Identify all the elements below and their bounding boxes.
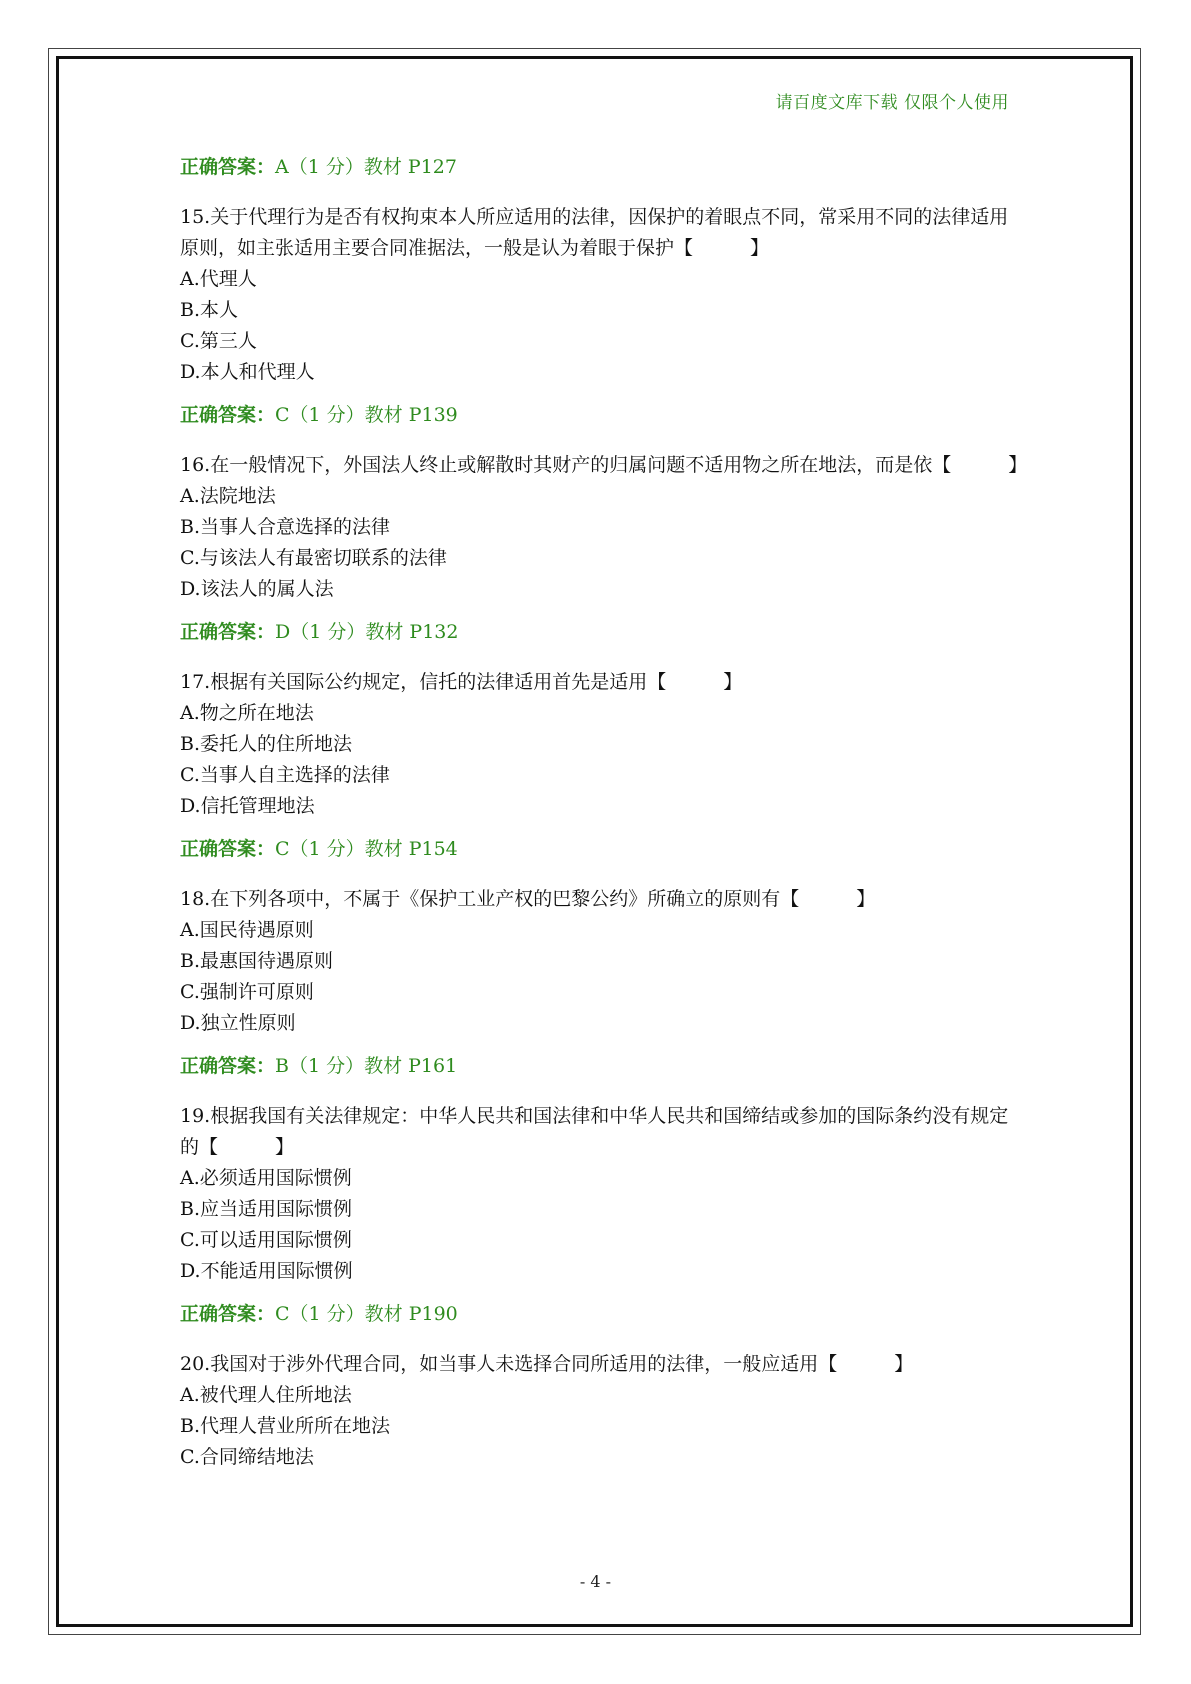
option: A.被代理人住所地法 — [180, 1384, 352, 1406]
answer-label: 正确答案： — [180, 1055, 276, 1077]
question — [180, 884, 1020, 1039]
question — [180, 1101, 1020, 1287]
answer-line — [180, 619, 1020, 645]
answer-line — [180, 1053, 1020, 1079]
option: C.当事人自主选择的法律 — [180, 764, 390, 786]
option: D.不能适用国际惯例 — [180, 1260, 353, 1282]
answer-line — [180, 1301, 1020, 1327]
option: B.本人 — [180, 299, 239, 321]
option: B.最惠国待遇原则 — [180, 950, 334, 972]
option: C.与该法人有最密切联系的法律 — [180, 547, 447, 569]
option: A.法院地法 — [180, 485, 276, 507]
answer-value: C（1 分）教材 P190 — [275, 1303, 458, 1325]
answer-value: A（1 分）教材 P127 — [275, 156, 457, 178]
answer-line — [180, 402, 1020, 428]
question — [180, 1349, 1020, 1473]
answer-label: 正确答案： — [180, 156, 276, 178]
question-text: 16.在一般情况下，外国法人终止或解散时其财产的归属问题不适用物之所在地法，而是依【 】 — [180, 454, 1028, 476]
question-text: 19.根据我国有关法律规定：中华人民共和国法律和中华人民共和国缔结或参加的国际条约没有规定的【 】 — [180, 1105, 1009, 1158]
option: A.物之所在地法 — [180, 702, 314, 724]
question — [180, 450, 1028, 605]
question — [180, 202, 1020, 388]
header-note: 请百度文库下载 仅限个人使用 — [775, 93, 1009, 113]
option: B.代理人营业所所在地法 — [180, 1415, 391, 1437]
question — [180, 667, 1020, 822]
question-text: 18.在下列各项中，不属于《保护工业产权的巴黎公约》所确立的原则有【 】 — [180, 888, 876, 910]
option: C.合同缔结地法 — [180, 1446, 314, 1468]
option: D.本人和代理人 — [180, 361, 315, 383]
answer-value: B（1 分）教材 P161 — [275, 1055, 458, 1077]
option: B.委托人的住所地法 — [180, 733, 353, 755]
answer-label: 正确答案： — [180, 838, 276, 860]
option: A.代理人 — [180, 268, 257, 290]
answer-label: 正确答案： — [180, 1303, 276, 1325]
answer-value: C（1 分）教材 P139 — [275, 404, 458, 426]
option: A.必须适用国际惯例 — [180, 1167, 352, 1189]
document-body — [180, 154, 1028, 1487]
option: B.应当适用国际惯例 — [180, 1198, 353, 1220]
option: D.信托管理地法 — [180, 795, 315, 817]
option: D.该法人的属人法 — [180, 578, 334, 600]
option: B.当事人合意选择的法律 — [180, 516, 391, 538]
option: A.国民待遇原则 — [180, 919, 314, 941]
page-number: - 4 - — [579, 1572, 612, 1591]
question-text: 15.关于代理行为是否有权拘束本人所应适用的法律，因保护的着眼点不同，常采用不同的法律适用原则，如主张适用主要合同准据法，一般是认为着眼于保护【 】 — [180, 206, 1009, 259]
answer-line — [180, 836, 1020, 862]
option: C.强制许可原则 — [180, 981, 314, 1003]
option: C.可以适用国际惯例 — [180, 1229, 352, 1251]
option: D.独立性原则 — [180, 1012, 296, 1034]
question-text: 20.我国对于涉外代理合同，如当事人未选择合同所适用的法律，一般应适用【 】 — [180, 1353, 914, 1375]
answer-value: D（1 分）教材 P132 — [275, 621, 459, 643]
answer-label: 正确答案： — [180, 404, 276, 426]
question-text: 17.根据有关国际公约规定，信托的法律适用首先是适用【 】 — [180, 671, 743, 693]
answer-label: 正确答案： — [180, 621, 276, 643]
option: C.第三人 — [180, 330, 257, 352]
answer-line — [180, 154, 1020, 180]
answer-value: C（1 分）教材 P154 — [275, 838, 458, 860]
